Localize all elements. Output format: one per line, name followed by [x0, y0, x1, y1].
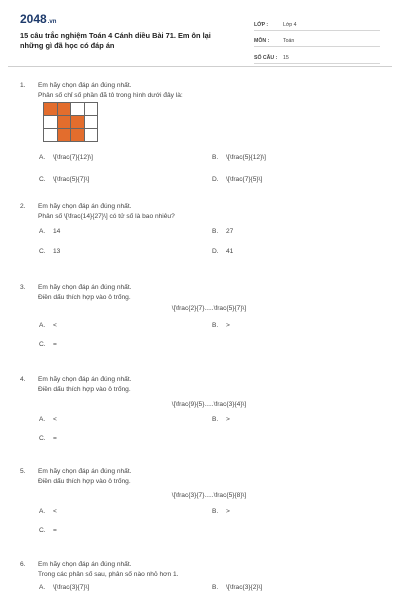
option-a[interactable] — [39, 226, 60, 236]
option-letter: C. — [39, 527, 46, 534]
grid-cell-empty — [44, 129, 58, 142]
question-text: Phân số chỉ số phần đã tô trong hình dưới đây là: — [38, 91, 183, 99]
question-number: 5. — [20, 468, 26, 476]
option-d[interactable] — [212, 174, 262, 184]
site-logo[interactable] — [20, 12, 56, 26]
grid-cell-empty — [71, 103, 85, 116]
question-prompt: Em hãy chọn đáp án đúng nhất. — [38, 203, 132, 211]
option-text: 14 — [53, 227, 61, 235]
option-text: > — [226, 416, 230, 423]
question-prompt: Em hãy chọn đáp án đúng nhất. — [38, 284, 132, 292]
option-b[interactable] — [212, 152, 266, 162]
option-b[interactable] — [212, 507, 230, 517]
option-text: 27 — [226, 227, 234, 235]
option-a[interactable] — [39, 321, 57, 331]
meta-value: 15 — [283, 54, 289, 61]
meta-value: Toán — [283, 38, 295, 44]
option-text: \[\frac{7}{12}\] — [53, 153, 93, 161]
grid-cell-shaded — [71, 116, 85, 129]
option-c[interactable] — [39, 174, 89, 184]
option-c[interactable] — [39, 434, 57, 444]
option-text: = — [53, 435, 57, 442]
option-letter: C. — [39, 341, 46, 348]
question-prompt: Em hãy chọn đáp án đúng nhất. — [38, 468, 132, 476]
meta-row-count — [254, 47, 380, 64]
option-text: \[\frac{5}{7}\] — [53, 175, 90, 183]
comparison-expression: \[\frac{2}{7}.....\frac{5}{7}\] — [171, 305, 247, 313]
option-letter: D. — [212, 175, 219, 183]
option-a[interactable] — [39, 507, 57, 517]
question-number: 6. — [20, 561, 26, 569]
option-text: > — [226, 322, 230, 329]
comparison-expression: \[\frac{3}{7}.....\frac{5}{8}\] — [171, 492, 247, 500]
option-c[interactable] — [39, 340, 57, 350]
question-text: Điền dấu thích hợp vào ô trống. — [38, 385, 131, 393]
grid-cell-empty — [85, 116, 99, 129]
option-b[interactable] — [212, 415, 230, 425]
option-letter: D. — [212, 247, 219, 255]
option-text: \[\frac{7}{5}\] — [226, 175, 263, 183]
question-text: Trong các phân số sau, phân số nào nhỏ hơn 1. — [38, 570, 179, 578]
options-row — [20, 246, 380, 256]
grid-cell-shaded — [58, 116, 72, 129]
options-row — [20, 152, 380, 162]
option-letter: A. — [39, 416, 46, 423]
meta-panel — [254, 14, 380, 64]
option-letter: A. — [39, 508, 46, 515]
option-letter: C. — [39, 435, 46, 442]
option-a[interactable] — [39, 415, 57, 425]
option-letter: B. — [212, 153, 219, 161]
option-text: > — [226, 508, 230, 515]
fraction-grid-figure — [43, 102, 98, 142]
question-prompt: Em hãy chọn đáp án đúng nhất. — [38, 376, 132, 384]
option-text: = — [53, 341, 57, 348]
question-number: 4. — [20, 376, 26, 384]
option-text: = — [53, 527, 57, 534]
question-text: Phân số \[\frac{14}{27}\] có tử số là bao nhiêu? — [38, 212, 175, 220]
document-title: 15 câu trắc nghiệm Toán 4 Cánh diều Bài 71. Em ôn lại những gì đã học có đáp án — [20, 31, 211, 51]
option-text: < — [53, 508, 57, 515]
question-4 — [20, 375, 380, 444]
meta-value: Lớp 4 — [283, 21, 297, 28]
options-row — [20, 582, 380, 592]
logo-text: 2048 — [20, 12, 47, 26]
option-d[interactable] — [212, 246, 233, 256]
question-1 — [20, 81, 380, 184]
question-number: 2. — [20, 203, 26, 211]
option-c[interactable] — [39, 526, 57, 536]
option-b[interactable] — [212, 582, 262, 592]
option-letter: A. — [39, 227, 46, 235]
options-row — [20, 340, 380, 350]
question-number: 3. — [20, 284, 26, 292]
comparison-expression: \[\frac{9}{5}.....\frac{3}{4}\] — [171, 401, 247, 409]
grid-cell-shaded — [58, 129, 72, 142]
option-c[interactable] — [39, 246, 60, 256]
question-prompt: Em hãy chọn đáp án đúng nhất. — [38, 82, 132, 90]
question-5 — [20, 467, 380, 536]
option-letter: B. — [212, 227, 219, 235]
option-b[interactable] — [212, 321, 230, 331]
meta-row-subject — [254, 31, 380, 48]
option-text: \[\frac{3}{7}\] — [53, 583, 90, 591]
grid-cell-empty — [85, 129, 99, 142]
options-row — [20, 507, 380, 517]
question-3 — [20, 283, 380, 350]
option-letter: B. — [212, 322, 219, 329]
meta-label: SỐ CÂU : — [254, 54, 278, 61]
meta-label: MÔN : — [254, 38, 270, 44]
options-row — [20, 321, 380, 331]
option-text: \[\frac{3}{2}\] — [226, 583, 263, 591]
header-divider — [8, 66, 392, 67]
grid-cell-shaded — [44, 103, 58, 116]
option-letter: A. — [39, 583, 46, 591]
question-number: 1. — [20, 82, 26, 90]
option-text: < — [53, 416, 57, 423]
option-text: \[\frac{5}{12}\] — [226, 153, 266, 161]
options-row — [20, 415, 380, 425]
option-a[interactable] — [39, 582, 89, 592]
grid-cell-empty — [44, 116, 58, 129]
meta-row-grade — [254, 14, 380, 31]
grid-cell-shaded — [58, 103, 72, 116]
option-a[interactable] — [39, 152, 93, 162]
options-row — [20, 434, 380, 444]
option-text: < — [53, 322, 57, 329]
option-letter: C. — [39, 247, 46, 255]
question-prompt: Em hãy chọn đáp án đúng nhất. — [38, 561, 132, 569]
option-b[interactable] — [212, 226, 233, 236]
option-letter: A. — [39, 153, 46, 161]
question-text: Điền dấu thích hợp vào ô trống. — [38, 477, 131, 485]
question-6 — [20, 560, 380, 592]
option-letter: B. — [212, 583, 219, 591]
meta-label: LỚP : — [254, 21, 269, 28]
option-letter: A. — [39, 322, 46, 329]
option-letter: B. — [212, 508, 219, 515]
options-row — [20, 226, 380, 236]
logo-suffix: .vn — [47, 19, 57, 25]
question-text: Điền dấu thích hợp vào ô trống. — [38, 293, 131, 301]
grid-cell-shaded — [71, 129, 85, 142]
options-row — [20, 526, 380, 536]
option-text: 41 — [226, 247, 234, 255]
option-text: 13 — [53, 247, 61, 255]
option-letter: C. — [39, 175, 46, 183]
option-letter: B. — [212, 416, 219, 423]
grid-cell-empty — [85, 103, 99, 116]
question-2 — [20, 202, 380, 256]
options-row — [20, 174, 380, 184]
